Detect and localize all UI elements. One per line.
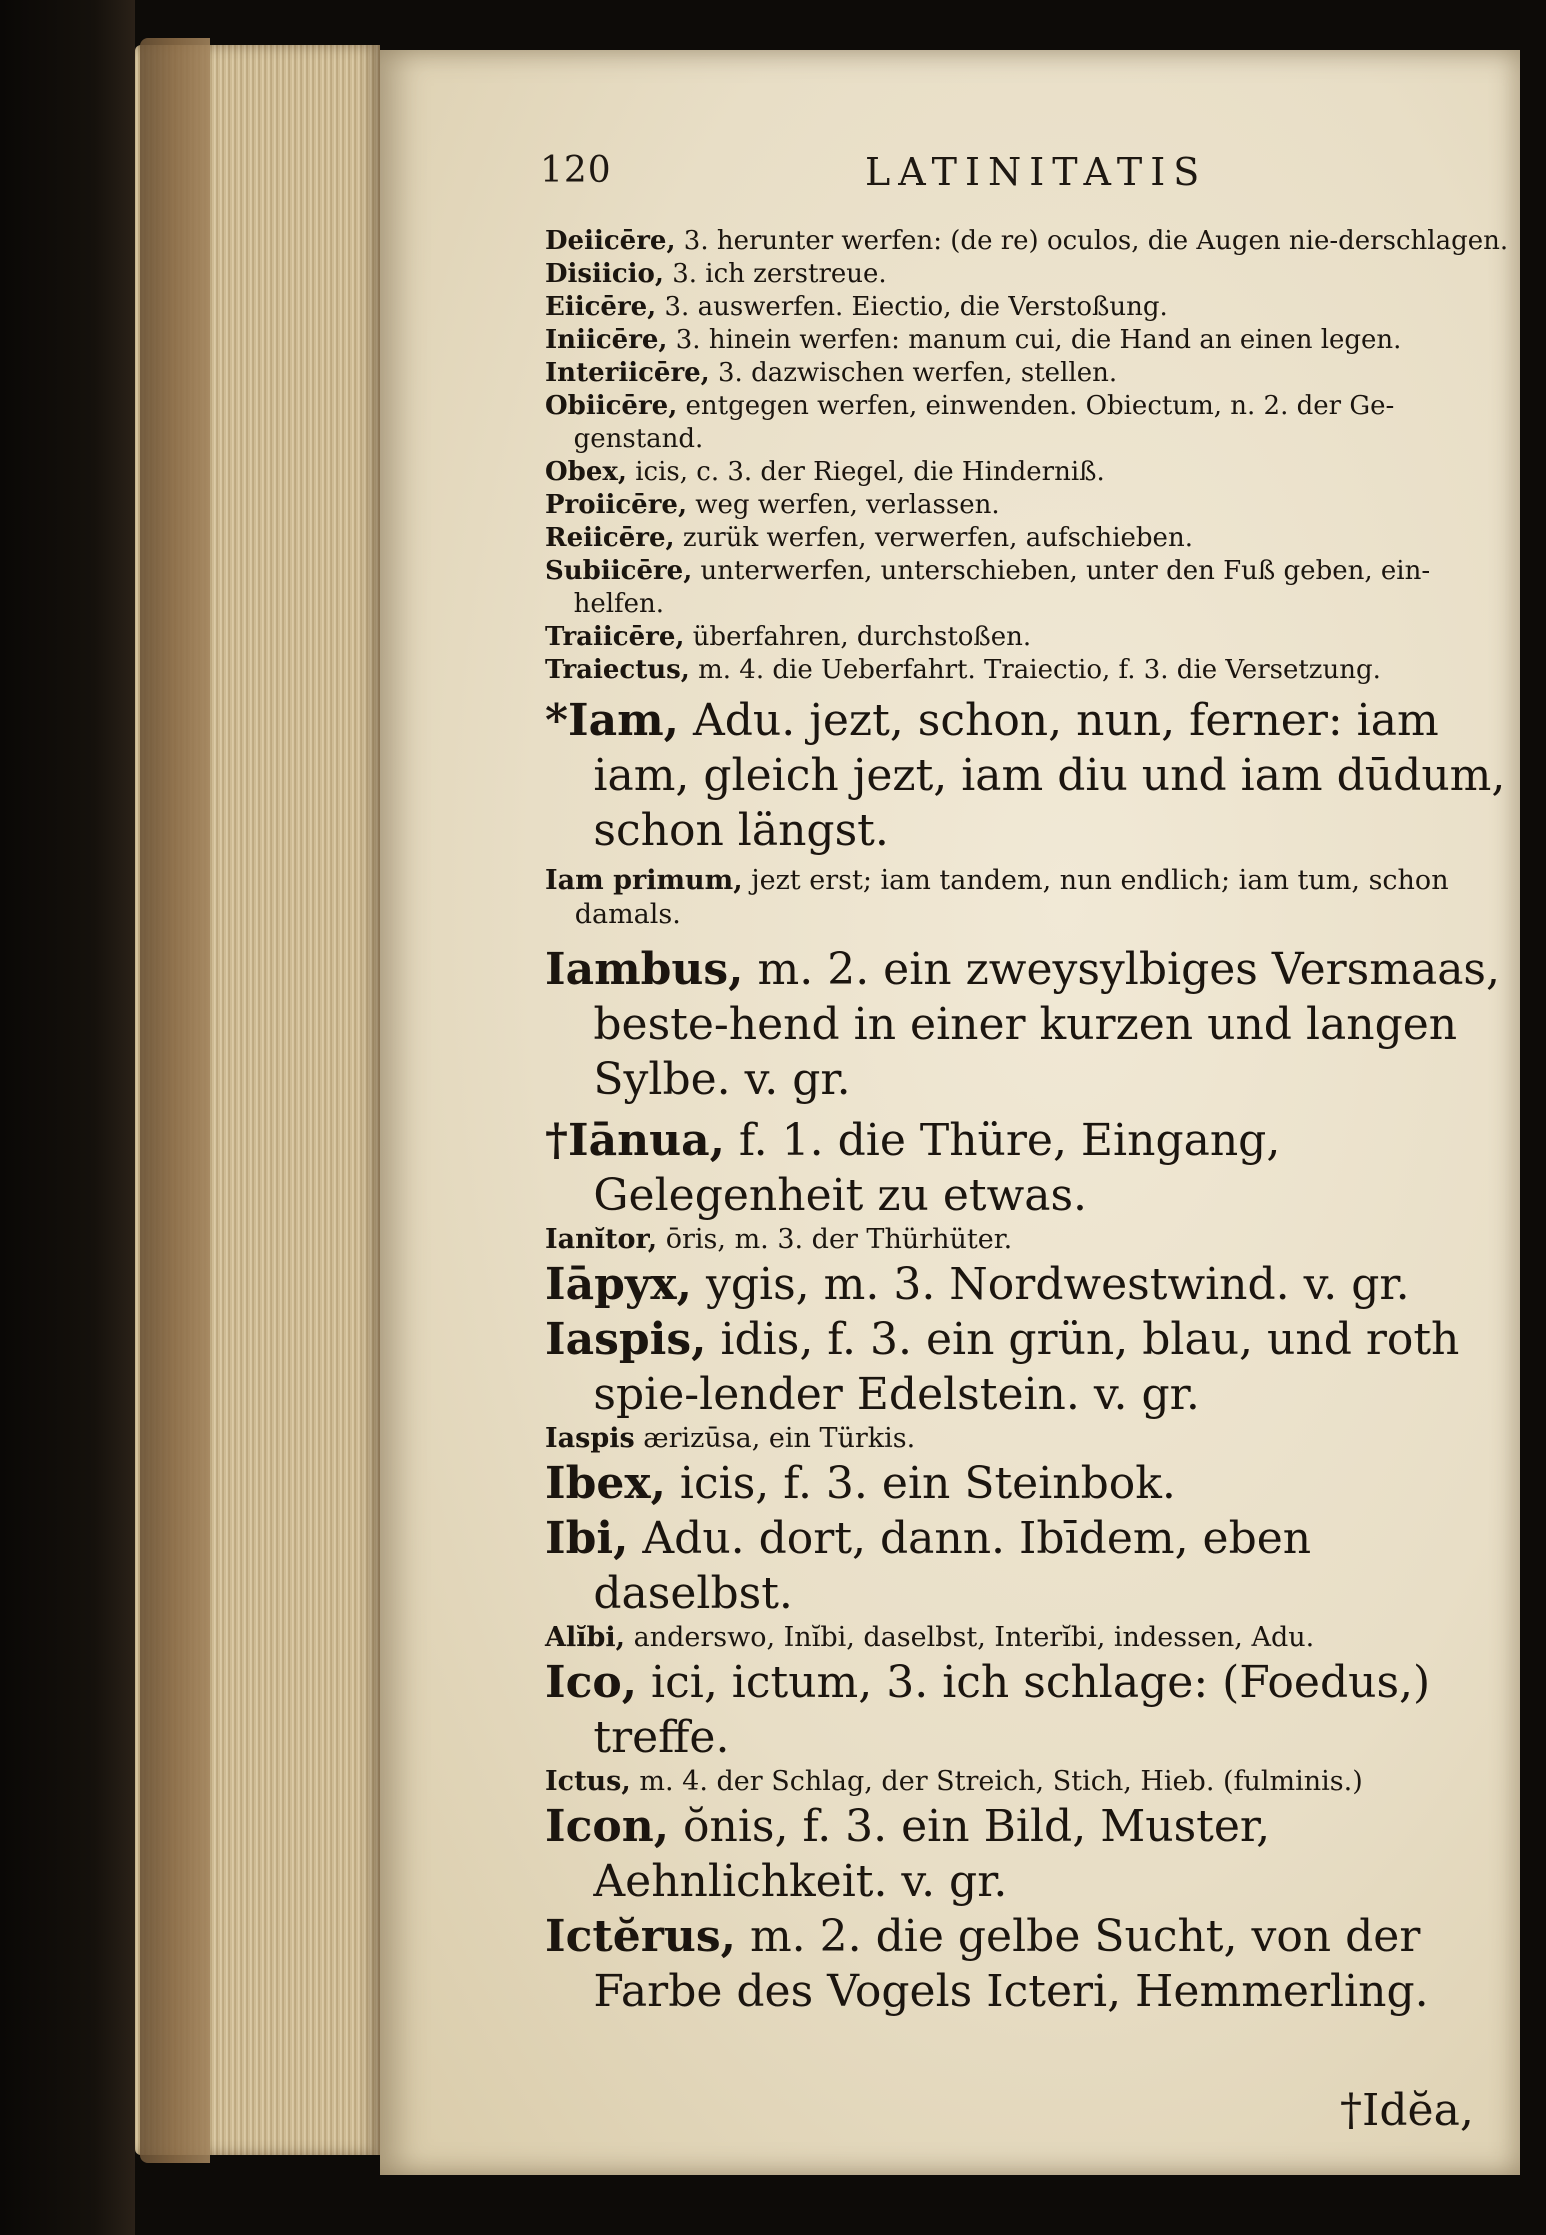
- dictionary-entry: [545, 555, 1520, 621]
- dictionary-entry: [545, 1765, 1520, 1799]
- entry-text: m. 2. die gelbe Sucht, von der Farbe des Vogels Icteri, Hemmerling.: [593, 1911, 1429, 2017]
- entry-lemma: Ibex,: [545, 1458, 666, 1509]
- page-number: 120: [540, 150, 612, 191]
- entry-text: ærizūsa, ein Türkis.: [643, 1423, 916, 1454]
- dictionary-entry: [545, 258, 1520, 291]
- entry-lemma: Ibi,: [545, 1513, 629, 1564]
- entry-lemma: Iambus,: [545, 944, 744, 995]
- entry-text: ōris, m. 3. der Thürhüter.: [665, 1224, 1013, 1255]
- entry-text: 3. auswerfen. Eiectio, die Verstoßung.: [664, 292, 1168, 322]
- entry-text: überfahren, durchstoßen.: [692, 622, 1032, 652]
- entry-text: icis, c. 3. der Riegel, die Hinderniß.: [635, 457, 1105, 487]
- dictionary-entry: [545, 456, 1520, 489]
- dictionary-entry: [545, 1422, 1520, 1456]
- entry-text: anderswo, Inĭbi, daselbst, Interĭbi, indessen, Adu.: [633, 1622, 1315, 1653]
- entry-lemma: *Iam,: [545, 695, 679, 746]
- entry-lemma: Traiectus,: [545, 655, 690, 685]
- dictionary-entry: [545, 390, 1520, 456]
- entry-text: Adu. jezt, schon, nun, ferner: iam iam, gleich jezt, iam diu und iam dūdum, schon längst.: [593, 695, 1506, 856]
- book-shadow-left: [0, 0, 135, 2235]
- entry-text: f. 1. die Thüre, Eingang, Gelegenheit zu etwas.: [593, 1115, 1281, 1221]
- entry-text: 3. herunter werfen: (de re) oculos, die Augen nie-derschlagen.: [683, 226, 1509, 256]
- entry-lemma: †Iānua,: [545, 1115, 725, 1166]
- dictionary-entry: [545, 489, 1520, 522]
- entry-text: ici, ictum, 3. ich schlage: (Foedus,) treffe.: [593, 1657, 1431, 1763]
- entry-lemma: Traiicēre,: [545, 622, 685, 652]
- entry-text: jezt erst; iam tandem, nun endlich; iam tum, schon damals.: [574, 865, 1449, 930]
- entry-text: icis, f. 3. ein Steinbok.: [679, 1458, 1176, 1509]
- page-header: [540, 150, 1440, 200]
- dictionary-entry: [545, 942, 1520, 1107]
- dictionary-entry: [545, 1909, 1520, 2019]
- entry-lemma: Deiicēre,: [545, 226, 676, 256]
- dictionary-entry: [545, 225, 1520, 258]
- entry-text: m. 4. die Ueberfahrt. Traiectio, f. 3. die Versetzung.: [698, 655, 1381, 685]
- dictionary-entry: [545, 864, 1520, 932]
- entry-lemma: Alĭbi,: [545, 1622, 625, 1653]
- dictionary-entry: [545, 357, 1520, 390]
- entry-text: entgegen werfen, einwenden. Obiectum, n. 2. der Ge-genstand.: [573, 391, 1395, 454]
- entry-text: idis, f. 3. ein grün, blau, und roth spie-lender Edelstein. v. gr.: [593, 1314, 1460, 1420]
- running-head: LATINITATIS: [865, 150, 1208, 194]
- dictionary-entry: [545, 1456, 1520, 1511]
- dictionary-entry: [545, 654, 1520, 687]
- entry-lemma: Interiicēre,: [545, 358, 710, 388]
- entry-lemma: Iaspis,: [545, 1314, 707, 1365]
- entry-lemma: Icon,: [545, 1801, 670, 1852]
- entry-lemma: Proiicēre,: [545, 490, 688, 520]
- entry-lemma: Ianĭtor,: [545, 1224, 658, 1255]
- dictionary-entry: [545, 291, 1520, 324]
- entry-lemma: Iam primum,: [545, 865, 743, 896]
- entry-text: weg werfen, verlassen.: [695, 490, 1000, 520]
- entry-text: m. 4. der Schlag, der Streich, Stich, Hieb. (fulminis.): [639, 1766, 1363, 1797]
- entry-text: m. 2. ein zweysylbiges Versmaas, beste-hend in einer kurzen und langen Sylbe. v. gr.: [593, 944, 1500, 1105]
- entry-text: 3. ich zerstreue.: [672, 259, 887, 289]
- entry-text: 3. dazwischen werfen, stellen.: [718, 358, 1118, 388]
- entry-text: ŏnis, f. 3. ein Bild, Muster, Aehnlichkeit. v. gr.: [593, 1801, 1271, 1907]
- dictionary-entry: [545, 1223, 1520, 1257]
- entry-lemma: Iniicēre,: [545, 325, 668, 355]
- entry-lemma: Ictus,: [545, 1766, 631, 1797]
- entry-lemma: Iāpyx,: [545, 1259, 692, 1310]
- entry-lemma: Eiicēre,: [545, 292, 657, 322]
- dictionary-entry: [545, 1257, 1520, 1312]
- entry-lemma: Ictĕrus,: [545, 1911, 736, 1962]
- dictionary-text: [545, 225, 1520, 2019]
- entry-lemma: Disiicio,: [545, 259, 664, 289]
- dictionary-entry: [545, 1621, 1520, 1655]
- dictionary-entry: [545, 324, 1520, 357]
- entry-text: 3. hinein werfen: manum cui, die Hand an einen legen.: [675, 325, 1402, 355]
- entry-lemma: Obiicēre,: [545, 391, 678, 421]
- entry-lemma: Obex,: [545, 457, 627, 487]
- dictionary-entry: [545, 1799, 1520, 1909]
- dictionary-entry: [545, 621, 1520, 654]
- dictionary-entry: [545, 522, 1520, 555]
- entry-lemma: Reiicēre,: [545, 523, 675, 553]
- entry-text: ygis, m. 3. Nordwestwind. v. gr.: [705, 1259, 1410, 1310]
- dictionary-entry: [545, 1113, 1520, 1223]
- entry-text: Adu. dort, dann. Ibīdem, eben daselbst.: [593, 1513, 1312, 1619]
- entry-lemma: Subiicēre,: [545, 556, 693, 586]
- entry-lemma: Ico,: [545, 1657, 638, 1708]
- book-cover-edge: [140, 38, 210, 2163]
- entry-lemma: Iaspis: [545, 1423, 635, 1454]
- dictionary-entry: [545, 1655, 1520, 1765]
- entry-text: unterwerfen, unterschieben, unter den Fuß geben, ein-helfen.: [573, 556, 1431, 619]
- catchword: †Idĕa,: [1340, 2085, 1474, 2136]
- dictionary-entry: [545, 693, 1520, 858]
- dictionary-entry: [545, 1312, 1520, 1422]
- entry-text: zurük werfen, verwerfen, aufschieben.: [682, 523, 1193, 553]
- dictionary-entry: [545, 1511, 1520, 1621]
